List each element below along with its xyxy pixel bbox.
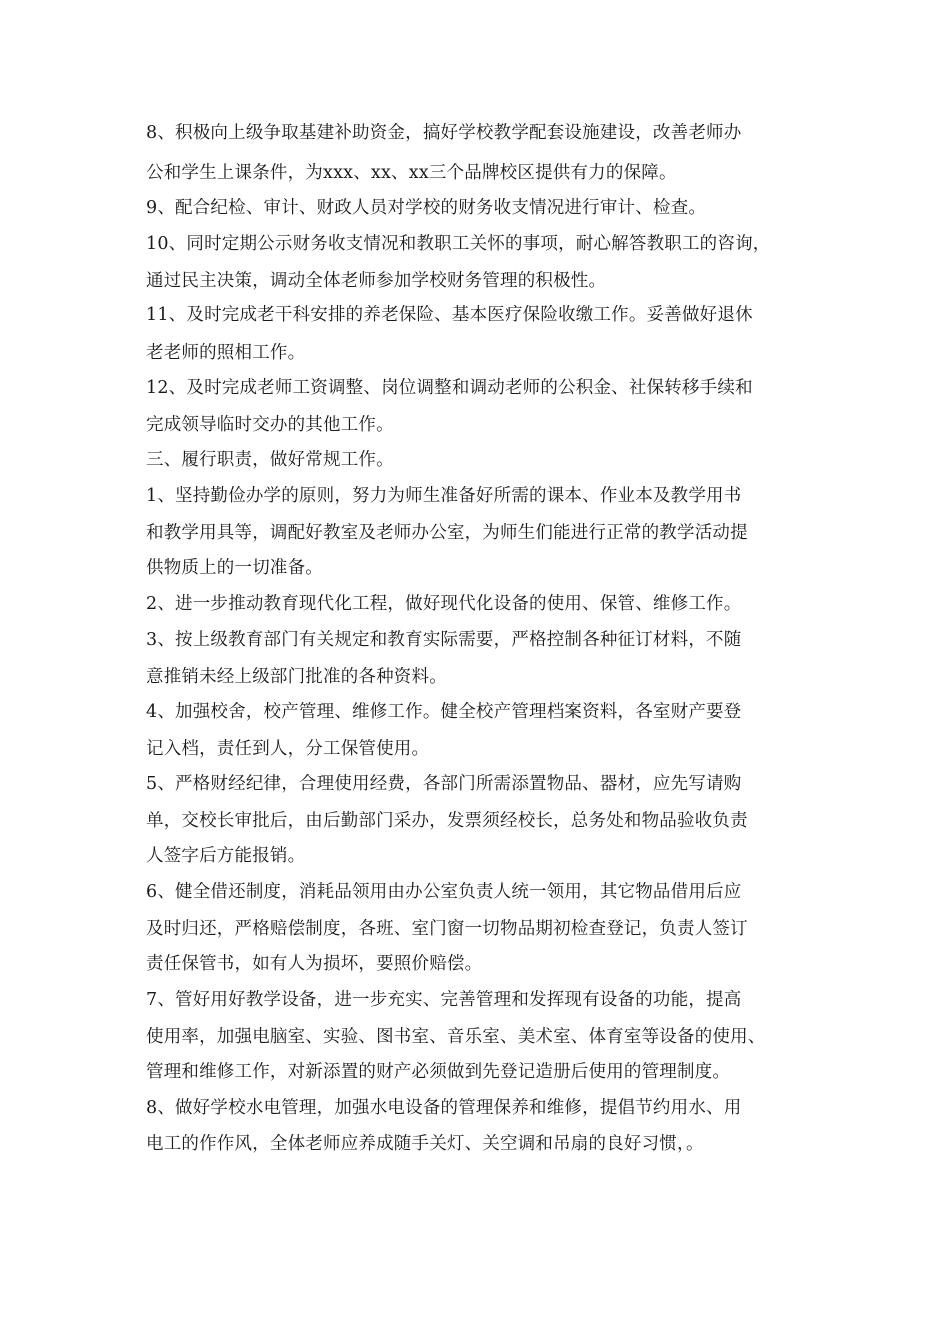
text-line: 11、及时完成老干科安排的养老保险、基本医疗保险收缴工作。妥善做好退休 — [146, 305, 753, 325]
text-line: 3、按上级教育部门有关规定和教育实际需要，严格控制各种征订材料，不随 — [146, 630, 742, 650]
text-line: 1、坚持勤俭办学的原则，努力为师生准备好所需的课本、作业本及教学用书 — [146, 486, 742, 506]
text-line: 管理和维修工作，对新添置的财产必须做到先登记造册后使用的管理制度。 — [146, 1062, 731, 1082]
section-heading: 三、履行职责，做好常规工作。 — [146, 450, 394, 470]
text-line: 单，交校长审批后，由后勤部门采办，发票须经校长，总务处和物品验收负责 — [146, 811, 748, 831]
text-line: 老老师的照相工作。 — [146, 343, 306, 363]
text-line: 人签字后方能报销。 — [146, 846, 306, 866]
text-line: 意推销未经上级部门批准的各种资料。 — [146, 667, 447, 687]
text-line: 公和学生上课条件，为xxx、xx、xx三个品牌校区提供有力的保障。 — [146, 163, 677, 183]
text-line: 通过民主决策，调动全体老师参加学校财务管理的积极性。 — [146, 271, 607, 291]
text-line: 9、配合纪检、审计、财政人员对学校的财务收支情况进行审计、检查。 — [146, 198, 707, 218]
text-line: 供物质上的一切准备。 — [146, 558, 323, 578]
text-line: 7、管好用好教学设备，进一步充实、完善管理和发挥现有设备的功能，提高 — [146, 990, 742, 1010]
text-line: 8、积极向上级争取基建补助资金，搞好学校教学配套设施建设，改善老师办 — [146, 123, 742, 143]
text-line: 完成领导临时交办的其他工作。 — [146, 415, 394, 435]
text-line: 6、健全借还制度，消耗品领用由办公室负责人统一领用，其它物品借用后应 — [146, 882, 742, 902]
text-line: 10、同时定期公示财务收支情况和教职工关怀的事项，耐心解答教职工的咨询， — [146, 234, 771, 254]
text-line: 记入档，责任到人，分工保管使用。 — [146, 739, 430, 759]
text-line: 12、及时完成老师工资调整、岗位调整和调动老师的公积金、社保转移手续和 — [146, 378, 753, 398]
text-line: 及时归还，严格赔偿制度，各班、室门窗一切物品期初检查登记，负责人签订 — [146, 919, 748, 939]
text-line: 电工的作作风，全体老师应养成随手关灯、关空调和吊扇的良好习惯，。 — [146, 1134, 704, 1154]
text-line: 责任保管书，如有人为损坏，要照价赔偿。 — [146, 954, 483, 974]
text-line: 2、进一步推动教育现代化工程，做好现代化设备的使用、保管、维修工作。 — [146, 594, 742, 614]
text-line: 4、加强校舍，校产管理、维修工作。健全校产管理档案资料，各室财产要登 — [146, 702, 742, 722]
text-line: 5、严格财经纪律，合理使用经费，各部门所需添置物品、器材，应先写请购 — [146, 774, 742, 794]
text-line: 使用率，加强电脑室、实验、图书室、音乐室、美术室、体育室等设备的使用、 — [146, 1027, 766, 1047]
text-line: 8、做好学校水电管理，加强水电设备的管理保养和维修，提倡节约用水、用 — [146, 1098, 742, 1118]
text-line: 和教学用具等，调配好教室及老师办公室，为师生们能进行正常的教学活动提 — [146, 523, 748, 543]
